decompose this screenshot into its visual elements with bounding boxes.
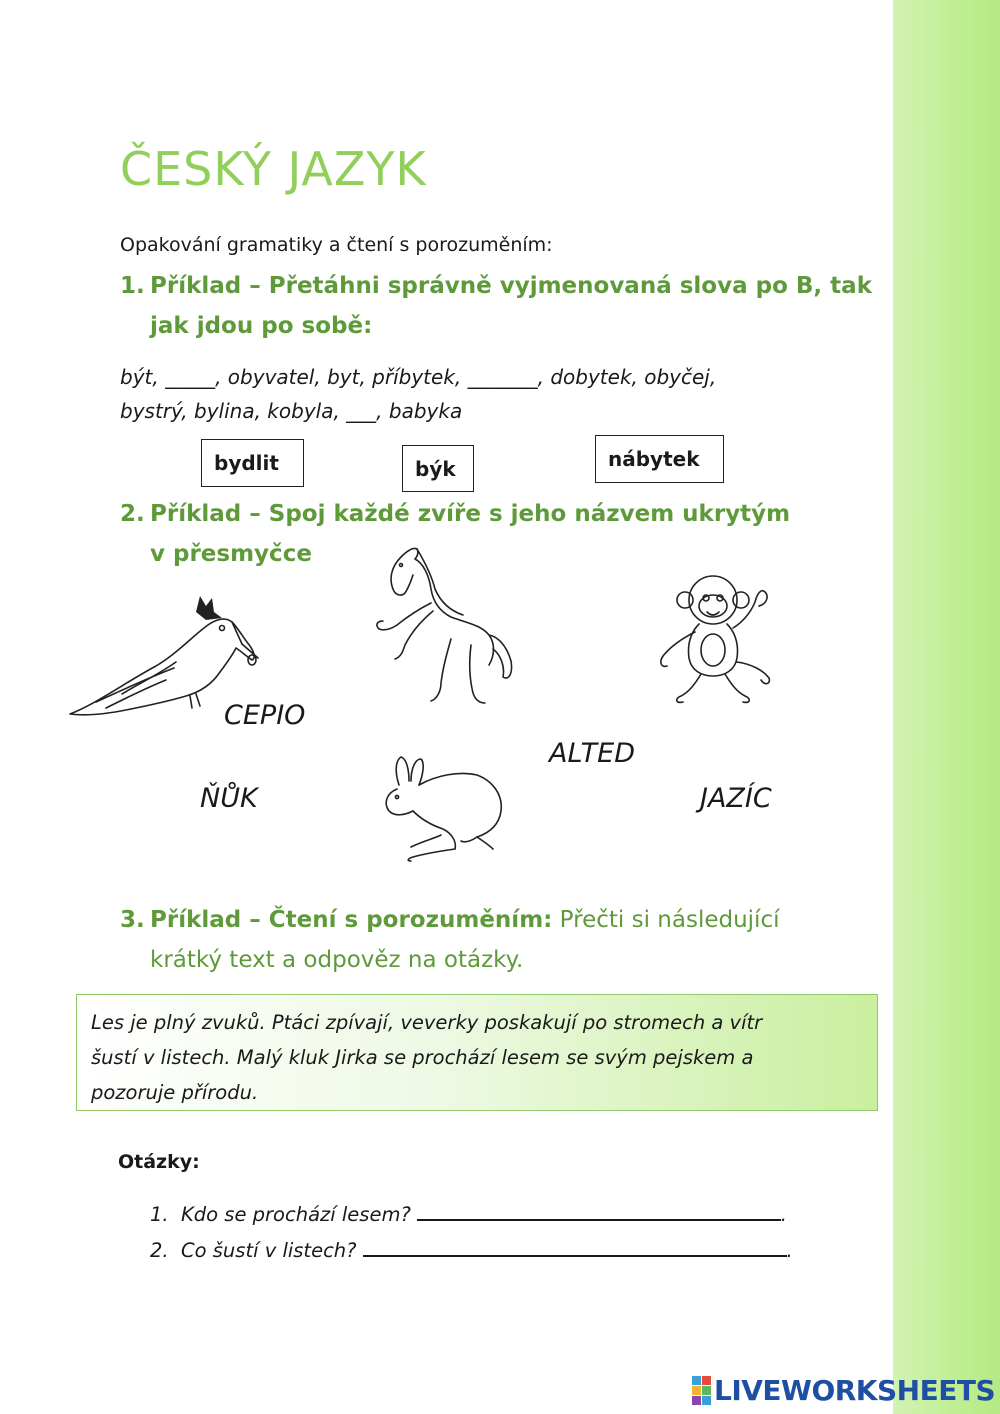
task3-bold: Příklad – Čtení s porozuměním: — [150, 907, 553, 933]
side-decoration-band — [893, 0, 1000, 1414]
story-line3: pozoruje přírodu. — [91, 1081, 259, 1104]
question-2-text: Co šustí v listech? — [181, 1239, 357, 1262]
anagram-alted[interactable]: ALTED — [549, 738, 636, 769]
task3-heading — [120, 900, 779, 980]
horse-icon[interactable] — [371, 545, 517, 707]
question-1-end: . — [780, 1203, 787, 1226]
task1-heading — [120, 266, 872, 346]
answer-field-1[interactable] — [417, 1199, 781, 1221]
task2-line1: Příklad – Spoj každé zvíře s jeho názvem ukrytým — [150, 501, 791, 527]
task1-line1: Příklad – Přetáhni správně vyjmenovaná slova po B, tak — [150, 273, 872, 299]
task3-number: 3. — [120, 907, 145, 933]
question-1-number: 1. — [150, 1203, 169, 1226]
anagram-cepio[interactable]: CEPIO — [224, 700, 306, 731]
drag-word-byk[interactable]: býk — [402, 445, 474, 492]
drag-word-bydlit[interactable]: bydlit — [201, 439, 304, 487]
task3-rest: Přečti si následující — [552, 907, 780, 933]
question-1 — [150, 1199, 787, 1226]
story-line2: šustí v listech. Malý kluk Jirka se prochází lesem se svým pejskem a — [91, 1046, 754, 1069]
question-2 — [150, 1235, 793, 1262]
task1-sentence-line1: být, _____, obyvatel, byt, příbytek, _______, dobytek, obyčej, — [120, 365, 717, 389]
anagram-nuk[interactable]: ŇŮK — [200, 783, 258, 814]
question-1-text: Kdo se prochází lesem? — [181, 1203, 411, 1226]
task1-line2: jak jdou po sobě: — [150, 313, 373, 339]
task1-number: 1. — [120, 273, 145, 299]
task2-line2: v přesmyčce — [150, 541, 312, 567]
logo-text: LIVEWORKSHEETS — [714, 1374, 996, 1407]
question-2-end: . — [786, 1239, 793, 1262]
questions-label: Otázky: — [118, 1151, 200, 1173]
story-line1: Les je plný zvuků. Ptáci zpívají, veverky poskakují po stromech a vítr — [91, 1011, 763, 1034]
answer-field-2[interactable] — [363, 1235, 787, 1257]
task3-line2: krátký text a odpověz na otázky. — [150, 947, 524, 973]
page-title: ČESKÝ JAZYK — [120, 142, 427, 196]
monkey-icon[interactable] — [655, 566, 775, 710]
task2-number: 2. — [120, 501, 145, 527]
story-box — [76, 994, 878, 1111]
question-2-number: 2. — [150, 1239, 169, 1262]
anagram-jazic[interactable]: JAZÍC — [700, 783, 772, 814]
liveworksheets-logo[interactable] — [692, 1374, 995, 1407]
intro-text: Opakování gramatiky a čtení s porozuměním: — [120, 234, 553, 256]
logo-mark-icon — [692, 1376, 711, 1405]
drag-word-nabytek[interactable]: nábytek — [595, 435, 724, 483]
hare-icon[interactable] — [381, 755, 507, 863]
task1-sentence-line2: bystrý, bylina, kobyla, ___, babyka — [120, 399, 463, 423]
